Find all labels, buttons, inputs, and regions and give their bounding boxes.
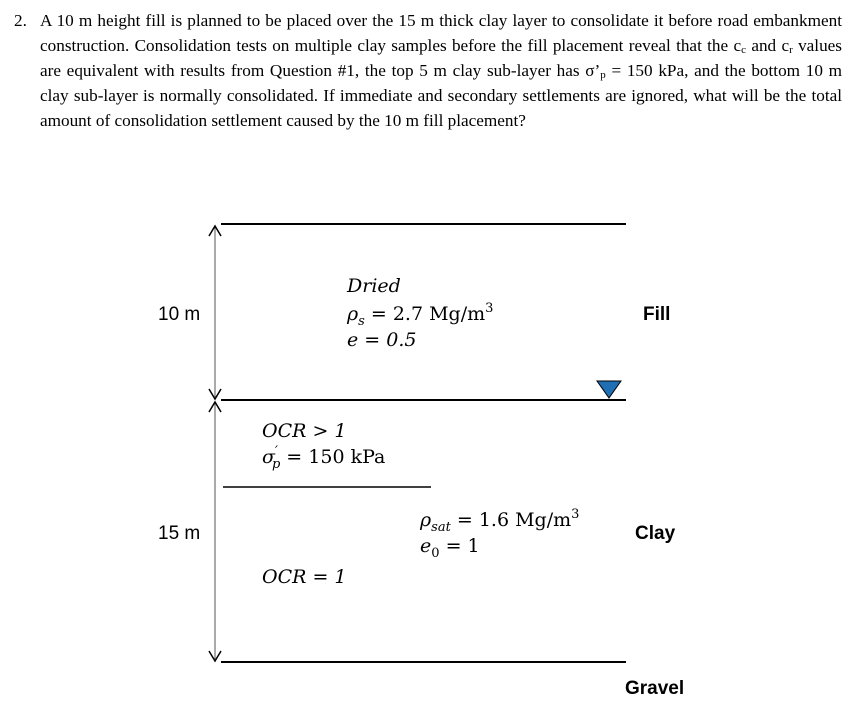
question-text-part: and c [746,36,790,55]
sigma-p-subscript: p [600,69,606,81]
question-text-part: = 150 kPa, and the bottom 10 m clay sub-layer is normally consolidated. If immediate and secondary settlements are ignored, what will be the total amount of consolidation settlement caused by the 10 m fill placement? [40,61,843,130]
upper-clay-preconsolidation [262,444,385,472]
void-ratio-symbol: e [420,535,432,557]
clay-saturated-density [419,507,579,535]
sigma-value: = 150 kPa [280,446,386,468]
sigma-symbol: σ [262,446,275,468]
void-ratio-value: = 1 [439,535,480,557]
clay-layer-label: Clay [635,523,676,544]
question-number: 2. [14,11,27,30]
fill-density-subscript: s [358,314,365,329]
sigma-subscript: p [271,457,281,472]
void-ratio-subscript: 0 [431,546,440,561]
clay-density-subscript: sat [431,520,451,535]
clay-initial-void-ratio [420,535,480,561]
cr-subscript: r [789,44,793,56]
question-text-part: values are equivalent with results from Question #1, the top 5 m clay sub-layer has σ’ [40,36,842,80]
fill-layer-label: Fill [643,304,671,325]
question-text-part: A 10 m height fill is planned to be placed over the 15 m thick clay layer to consolidate it before road embankment construction. Consolidation tests on multiple clay samples before the fill placement reveal that the c [40,11,842,55]
fill-density-value: = 2.7 Mg/m [364,303,486,325]
fill-thickness-label: 10 m [158,304,201,325]
cc-subscript: c [741,44,746,56]
sigma-prime: ′ [274,444,278,459]
fill-density-symbol: ρ [347,303,359,325]
gravel-layer-label: Gravel [625,678,685,699]
upper-clay-ocr: OCR > 1 [262,420,347,442]
clay-density-symbol: ρ [420,509,432,531]
clay-thickness-label: 15 m [158,523,201,544]
fill-void-ratio: e = 0.5 [347,329,417,351]
lower-clay-ocr: OCR = 1 [262,566,347,588]
clay-density-exponent: 3 [571,507,580,522]
fill-density [346,301,493,329]
fill-density-exponent: 3 [485,301,494,316]
water-table-icon [597,381,621,398]
clay-density-value: = 1.6 Mg/m [450,509,572,531]
fill-state-label: Dried [347,275,401,297]
